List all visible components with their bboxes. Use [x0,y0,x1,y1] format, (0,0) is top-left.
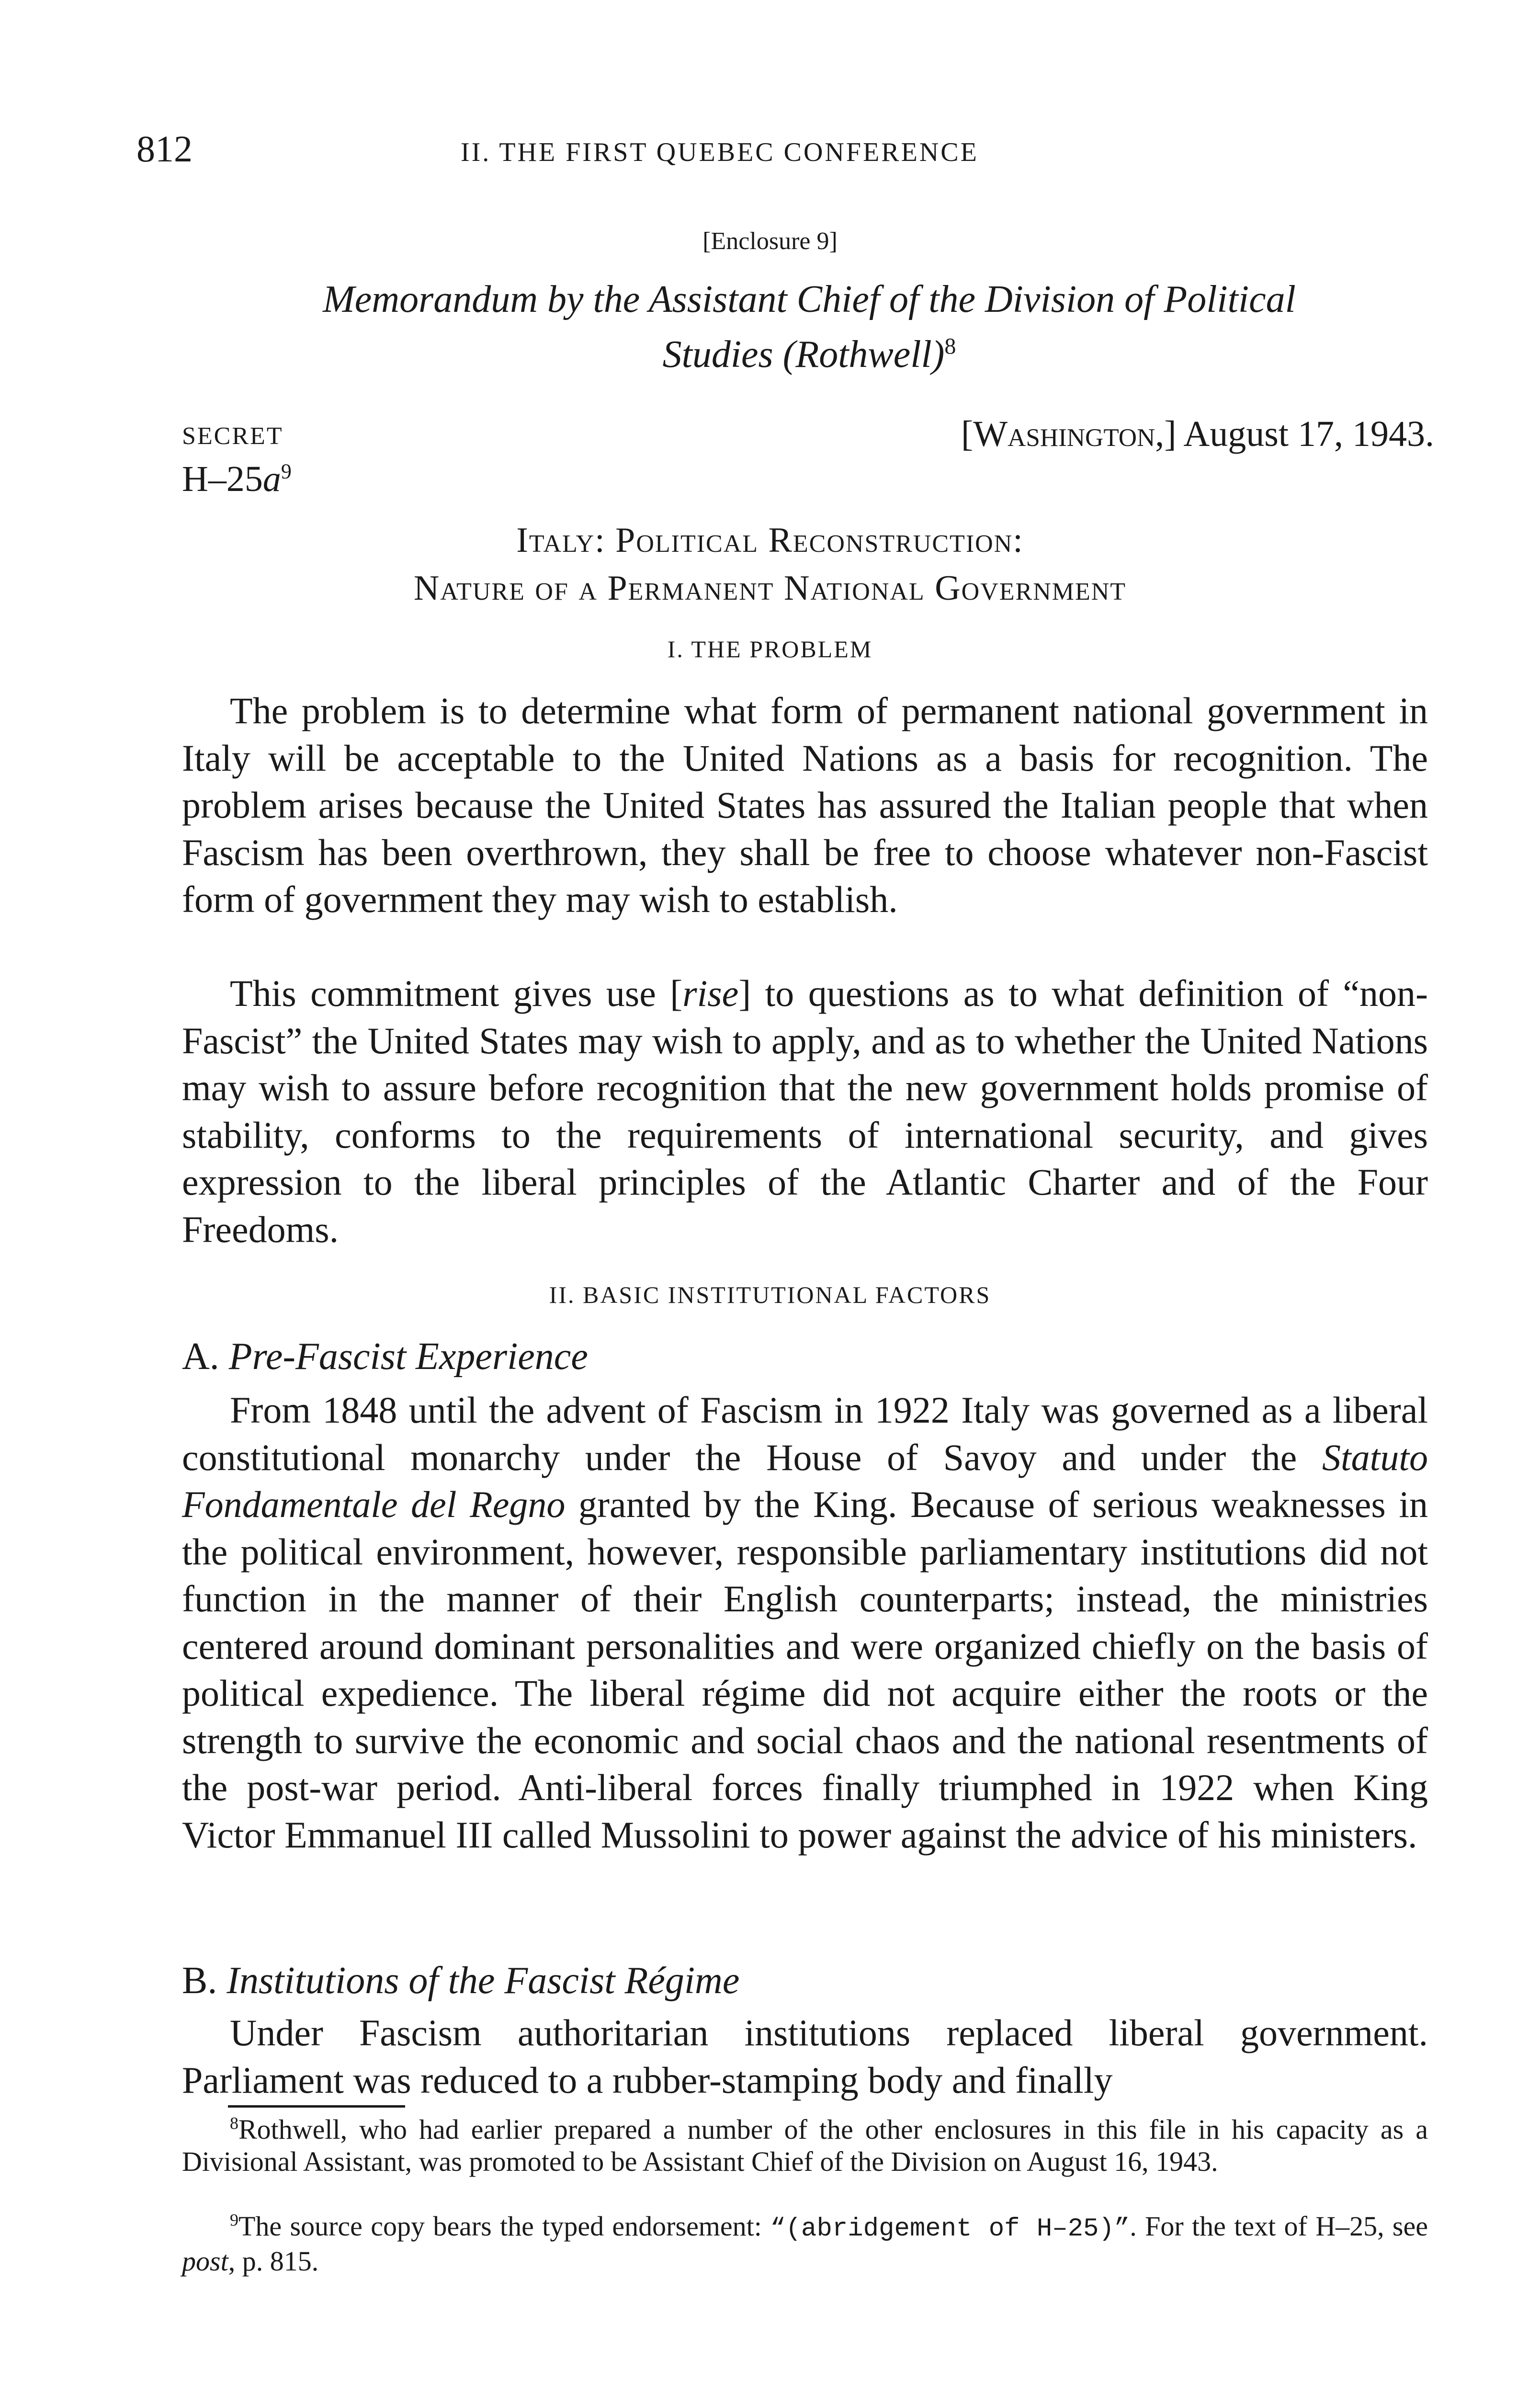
section-heading-problem: I. THE PROBLEM [667,636,873,662]
footnote-divider [228,2105,405,2108]
classification-label: SECRET [182,422,283,450]
document-id-suffix: a [262,459,281,499]
footnote-9-after: , p. 815. [228,2246,319,2277]
document-id [182,461,292,497]
paragraph-commitment-after: ] to questions as to what definition of “non-Fascist” the United States may wish to apply, and as to whether the United Nations may wish to assure before recognition that the new government holds promise of stability, conforms to the requirements of international security, and gives expression to the liberal principles of the Atlantic Charter and of the Four Freedoms. [182,972,1428,1250]
footnote-ref-9: 9 [281,459,292,483]
memo-title-name: Rothwell [795,333,932,376]
footnote-9-before: The source copy bears the typed endorsement: [238,2211,770,2242]
footnote-9 [182,2210,1428,2277]
memo-title-part3: ) [931,333,945,376]
paragraph-commitment-rise: rise [682,972,739,1014]
footnote-9-post: post [182,2246,228,2277]
paragraph-commitment [182,970,1428,1253]
paragraph-pre-fascist-after: granted by the King. Because of serious weaknesses in the political environment, however, responsible parliamentary institutions did not function in the manner of their English counterparts; instead, the ministries centered around dominant personalities and were organized chiefly on the basis of political expedience. The liberal régime did not acquire either the roots or the strength to survive the economic and social chaos and the national resentments of the post-war period. Anti-liberal forces finally triumphed in 1922 when King Victor Emmanuel III called Mussolini to power against the advice of his ministers. [182,1483,1428,1856]
footnote-ref-8: 8 [944,333,956,359]
subheading-fascist-regime [182,1962,739,2000]
section-heading-institutional-factors: II. BASIC INSTITUTIONAL FACTORS [549,1281,991,1308]
enclosure-label: [Enclosure 9] [702,228,838,255]
paragraph-pre-fascist [182,1387,1428,1859]
footnote-8-text: Rothwell, who had earlier prepared a number of the other enclosures in this file in his capacity as a Divisional Assistant, was promoted to be Assistant Chief of the Division on August 16, 1943. [182,2114,1428,2177]
page-number: 812 [136,128,192,170]
subheading-a-title: Pre-Fascist Experience [228,1335,588,1378]
document-id-main: H–25 [182,459,263,499]
footnote-8-mark: 8 [230,2113,238,2133]
paragraph-fascist-regime: Under Fascism authoritarian institutions replaced liberal government. Parliament was reduced to a rubber-stamping body and finally [182,2012,1428,2101]
memo-title [182,272,1437,382]
title-line-2: Nature of a Permanent National Government [413,569,1127,608]
paragraph-pre-fascist-before: From 1848 until the advent of Fascism in 1922 Italy was governed as a liberal constitutional monarchy under the House of Savoy and under the [182,1389,1428,1478]
dateline-close: ,] August 17, 1943. [1155,414,1434,454]
footnote-8 [182,2113,1428,2178]
dateline-open: [ [961,414,974,454]
memo-title-part1: Memorandum by the Assistant Chief of the Division of Political [323,278,1296,320]
footnote-9-middle: . For the text of H–25, see [1130,2211,1428,2242]
subheading-b-title: Institutions of the Fascist Régime [226,1960,740,2002]
footnote-9-mark: 9 [230,2210,238,2230]
subheading-a-letter: A. [182,1335,219,1378]
dateline [961,416,1434,452]
document-title [0,516,1540,612]
statuto-title: Statuto Fondamentale del Regno [182,1436,1428,1525]
paragraph-commitment-before: This commitment gives use [ [230,972,683,1014]
paragraph-problem: The problem is to determine what form of permanent national government in Italy will be acceptable to the United Nations as a basis for recognition. The problem arises because the United States has assured the Italian people that when Fascism has been overthrown, they shall be free to choose whatever non-Fascist form of government they may wish to establish. [182,690,1428,920]
memo-title-part2: Studies ( [662,333,796,376]
subheading-b-letter: B. [182,1960,217,2002]
running-head: II. THE FIRST QUEBEC CONFERENCE [461,137,979,167]
footnote-9-endorsement: “(abridgement of H–25)” [770,2214,1130,2244]
dateline-place: Washington [973,414,1155,454]
subheading-pre-fascist [182,1337,588,1376]
title-line-1: Italy: Political Reconstruction: [516,521,1024,560]
